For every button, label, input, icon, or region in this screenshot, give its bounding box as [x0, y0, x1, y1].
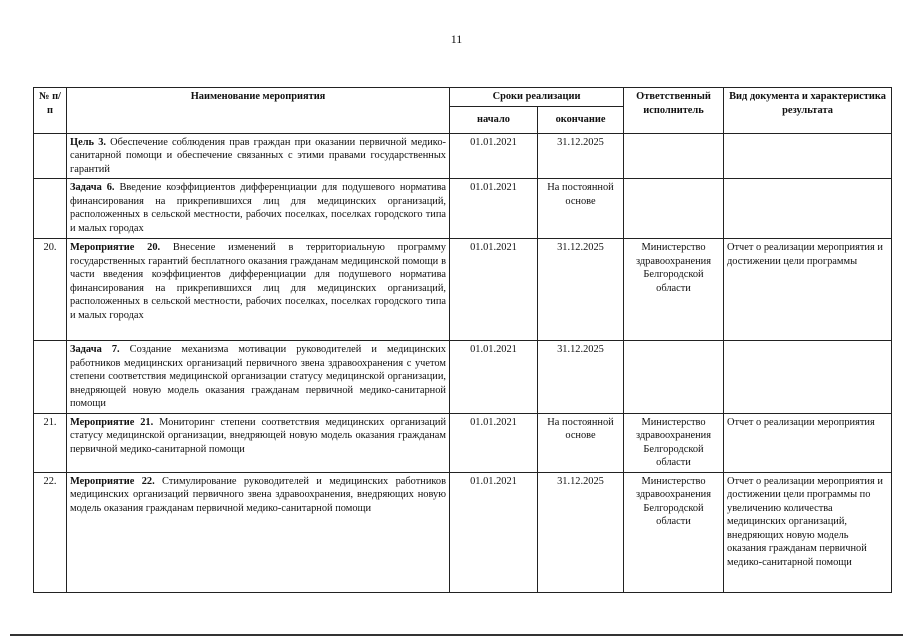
- row-text: Внесение изменений в территориальную программу государственных гарантий бесплатного оказания гражданам медицинской помощи в части введения коэффициентов дифференциации для подушевого норматива финансирования на прикрепившихся лиц для медицинских организаций, расположенных в сельской местности, рабочих поселках, поселках городского типа и малых городах: [70, 242, 446, 321]
- table-row: [34, 133, 892, 179]
- row-description: [67, 413, 450, 472]
- row-end-date: На постоянной основе: [538, 413, 624, 472]
- row-description: [67, 472, 450, 592]
- table-row: [34, 472, 892, 592]
- row-number: 20.: [34, 239, 67, 341]
- row-start-date: 01.01.2021: [450, 239, 538, 341]
- activities-table: [33, 87, 892, 593]
- table-row: [34, 179, 892, 239]
- row-text: Создание механизма мотивации руководителей и медицинских работников медицинских организаций первичного звена здравоохранения с учетом степени соответствия медицинской организации статусу медицинской организации, внедряющей новую модель оказания гражданам первичной медико-санитарной помощи: [70, 344, 446, 409]
- row-title: Мероприятие 22.: [70, 475, 155, 487]
- row-number: [34, 133, 67, 179]
- row-document: [724, 133, 892, 179]
- row-responsible: [624, 133, 724, 179]
- row-number: 21.: [34, 413, 67, 472]
- row-description: [67, 179, 450, 239]
- row-text: Мониторинг степени соответствия медицинских организаций статусу медицинской организации, внедряющей новую модель оказания гражданам первичной медико-санитарной помощи: [70, 416, 446, 455]
- row-end-date: 31.12.2025: [538, 133, 624, 179]
- row-end-date: 31.12.2025: [538, 341, 624, 414]
- page-number: 11: [450, 32, 463, 46]
- row-start-date: 01.01.2021: [450, 413, 538, 472]
- row-end-date: На постоянной основе: [538, 179, 624, 239]
- row-title: Задача 6.: [70, 182, 115, 193]
- row-description: [67, 239, 450, 341]
- row-start-date: 01.01.2021: [450, 133, 538, 179]
- row-responsible: Министерство здравоохранения Белгородской области: [624, 472, 724, 592]
- row-document: [724, 341, 892, 414]
- row-document: Отчет о реализации мероприятия и достижении цели программы: [724, 239, 892, 341]
- row-document: Отчет о реализации мероприятия и достижении цели программы по увеличению количества медицинских организаций, внедряющих новую модель оказания гражданам первичной медико-санитарной помощи: [724, 472, 892, 592]
- row-responsible: [624, 179, 724, 239]
- table-row: [34, 413, 892, 472]
- row-responsible: Министерство здравоохранения Белгородской области: [624, 413, 724, 472]
- row-title: Мероприятие 21.: [70, 416, 154, 428]
- row-number: 22.: [34, 472, 67, 592]
- header-doc: Вид документа и характеристика результата: [724, 88, 892, 134]
- table-row: [34, 239, 892, 341]
- header-name: Наименование мероприятия: [67, 88, 450, 134]
- row-number: [34, 179, 67, 239]
- row-responsible: Министерство здравоохранения Белгородской области: [624, 239, 724, 341]
- header-end: окончание: [538, 106, 624, 133]
- row-end-date: 31.12.2025: [538, 239, 624, 341]
- row-responsible: [624, 341, 724, 414]
- row-description: [67, 341, 450, 414]
- row-text: Введение коэффициентов дифференциации для подушевого норматива финансирования на прикрепившихся лиц для медицинских организаций, расположенных в сельской местности, рабочих поселках, поселках городского типа и малых городах: [70, 182, 446, 234]
- row-document: Отчет о реализации мероприятия: [724, 413, 892, 472]
- page-bottom-edge: [10, 634, 903, 636]
- table-row: [34, 341, 892, 414]
- row-end-date: 31.12.2025: [538, 472, 624, 592]
- header-terms: Сроки реализации: [450, 88, 624, 107]
- row-start-date: 01.01.2021: [450, 179, 538, 239]
- row-title: Задача 7.: [70, 344, 120, 355]
- row-title: Мероприятие 20.: [70, 242, 161, 253]
- row-number: [34, 341, 67, 414]
- row-document: [724, 179, 892, 239]
- row-start-date: 01.01.2021: [450, 472, 538, 592]
- header-responsible: Ответственный исполнитель: [624, 88, 724, 134]
- header-num: № п/п: [34, 88, 67, 134]
- row-description: [67, 133, 450, 179]
- row-title: Цель 3.: [70, 136, 106, 148]
- header-start: начало: [450, 106, 538, 133]
- row-start-date: 01.01.2021: [450, 341, 538, 414]
- row-text: Обеспечение соблюдения прав граждан при оказании первичной медико-санитарной помощи и обеспечение связанных с этими правами государственных гарантий: [70, 136, 446, 175]
- row-text: Стимулирование руководителей и медицинских работников медицинских организаций первичного звена здравоохранения, внедряющих новую модель оказания гражданам первичной медико-санитарной помощи: [70, 475, 446, 514]
